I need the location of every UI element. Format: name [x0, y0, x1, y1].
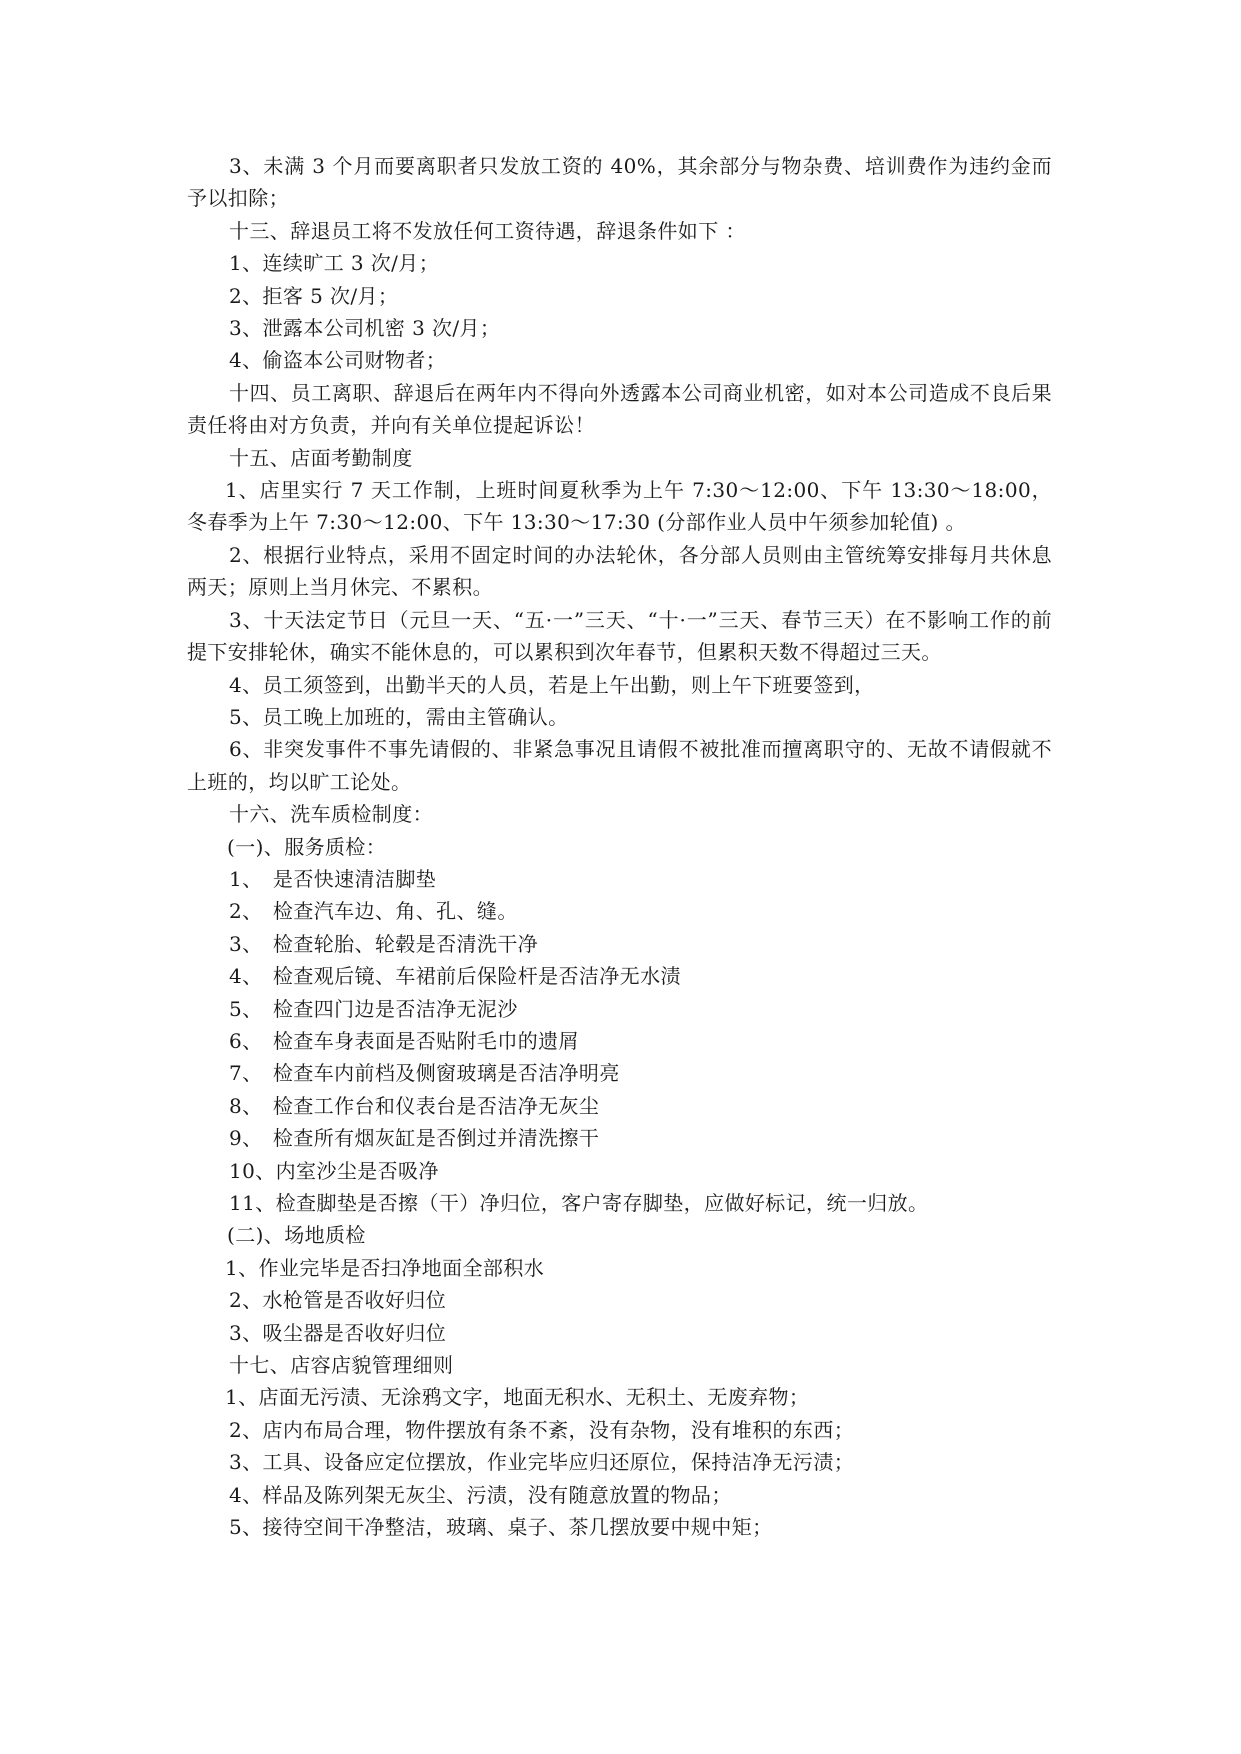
paragraph: 3、工具、设备应定位摆放，作业完毕应归还原位，保持洁净无污渍； — [229, 1450, 855, 1475]
paragraph: 3、十天法定节日（元旦一天、“五·一”三天、“十·一”三天、春节三天）在不影响工作的前提下安排轮休，确实不能休息的，可以累积到次年春节，但累积天数不得超过三天。 — [187, 607, 1052, 665]
paragraph: 7、 检查车内前档及侧窗玻璃是否洁净明亮 — [229, 1061, 620, 1086]
paragraph: 4、偷盗本公司财物者； — [229, 348, 447, 373]
paragraph: 5、 检查四门边是否洁净无泥沙 — [229, 996, 518, 1021]
paragraph: 十四、员工离职、辞退后在两年内不得向外透露本公司商业机密，如对本公司造成不良后果责任将由对方负责，并向有关单位提起诉讼！ — [187, 380, 1052, 438]
paragraph: 3、未满 3 个月而要离职者只发放工资的 40%，其余部分与物杂费、培训费作为违约金而予以扣除； — [187, 154, 1052, 211]
paragraph: (二)、场地质检 — [227, 1223, 366, 1248]
paragraph: 1、店里实行 7 天工作制，上班时间夏秋季为上午 7:30～12:00、下午 13:30～18:00，冬春季为上午 7:30～12:00、下午 13:30～17:30 (分部作业人员中午须参加轮值) 。 — [187, 478, 1052, 535]
paragraph: 十五、店面考勤制度 — [229, 445, 413, 470]
paragraph: 3、 检查轮胎、轮毂是否清洗干净 — [229, 931, 539, 956]
paragraph: 4、样品及陈列架无灰尘、污渍，没有随意放置的物品； — [229, 1482, 732, 1507]
paragraph: 十三、辞退员工将不发放任何工资待遇，辞退条件如下 ： — [229, 218, 746, 243]
paragraph: 十六、洗车质检制度： — [229, 802, 433, 827]
paragraph: 2、根据行业特点，采用不固定时间的办法轮休，各分部人员则由主管统筹安排每月共休息两天；原则上当月休完、不累积。 — [187, 542, 1052, 600]
paragraph: 4、 检查观后镜、车裙前后保险杆是否洁净无水渍 — [229, 964, 681, 989]
paragraph: 4、员工须签到，出勤半天的人员，若是上午出勤，则上午下班要签到， — [229, 672, 875, 697]
paragraph: 1、 是否快速清洁脚垫 — [229, 866, 437, 891]
document-body — [187, 150, 1052, 1543]
paragraph: 10、内室沙尘是否吸净 — [229, 1158, 439, 1183]
paragraph: 3、泄露本公司机密 3 次/月； — [229, 316, 501, 341]
paragraph: 5、员工晚上加班的，需由主管确认。 — [229, 704, 569, 729]
paragraph: (一)、服务质检： — [227, 834, 387, 859]
paragraph: 十七、店容店貌管理细则 — [229, 1353, 454, 1378]
paragraph: 8、 检查工作台和仪表台是否洁净无灰尘 — [229, 1093, 600, 1118]
paragraph: 11、检查脚垫是否擦（干）净归位，客户寄存脚垫，应做好标记，统一归放。 — [229, 1191, 929, 1215]
paragraph: 6、非突发事件不事先请假的、非紧急事况且请假不被批准而擅离职守的、无故不请假就不上班的，均以旷工论处。 — [187, 737, 1052, 794]
paragraph: 3、吸尘器是否收好归位 — [229, 1320, 447, 1345]
paragraph: 2、 检查汽车边、角、孔、缝。 — [229, 899, 518, 924]
paragraph: 9、 检查所有烟灰缸是否倒过并清洗擦干 — [229, 1126, 600, 1151]
paragraph: 6、 检查车身表面是否贴附毛巾的遗屑 — [229, 1028, 579, 1053]
paragraph: 2、拒客 5 次/月； — [229, 283, 399, 308]
paragraph: 1、连续旷工 3 次/月； — [229, 251, 440, 276]
paragraph: 1、店面无污渍、无涂鸦文字，地面无积水、无积土、无废弃物； — [225, 1385, 810, 1410]
paragraph: 5、接待空间干净整洁，玻璃、桌子、茶几摆放要中规中矩； — [229, 1515, 773, 1540]
paragraph: 2、水枪管是否收好归位 — [229, 1288, 447, 1313]
paragraph: 2、店内布局合理，物件摆放有条不紊，没有杂物，没有堆积的东西； — [229, 1417, 855, 1442]
paragraph: 1、作业完毕是否扫净地面全部积水 — [225, 1255, 545, 1280]
